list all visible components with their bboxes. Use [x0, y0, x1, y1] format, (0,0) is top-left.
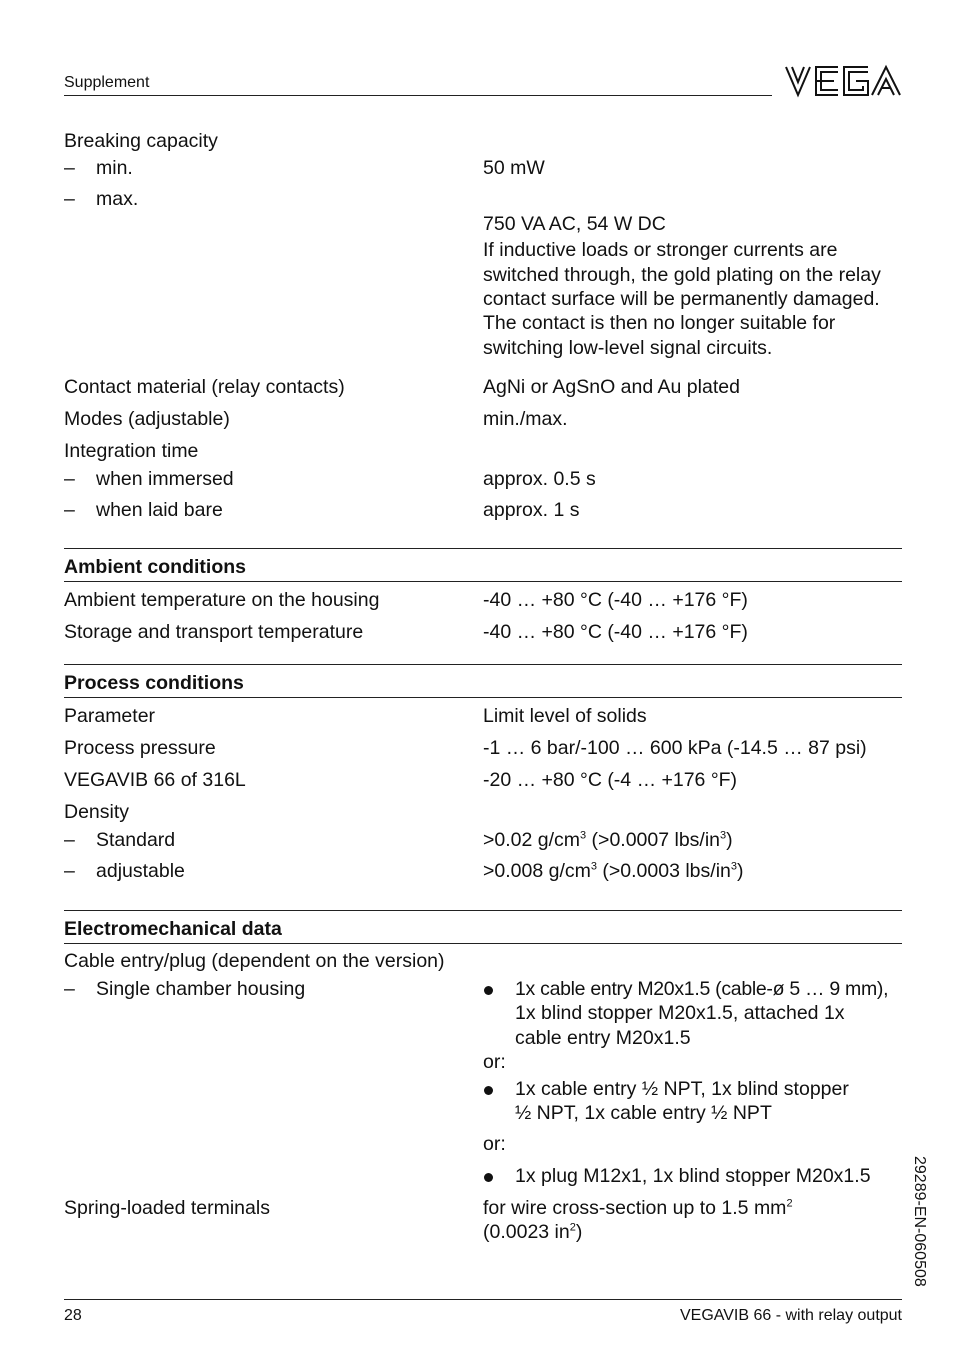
integration-time-label: Integration time: [64, 440, 199, 462]
dash: –: [64, 157, 75, 179]
header-section-label: Supplement: [64, 74, 150, 91]
dash: –: [64, 468, 75, 490]
breaking-note-line: contact surface will be permanently damaged.: [483, 288, 880, 310]
section-rule: [64, 697, 902, 698]
section-rule: [64, 664, 902, 665]
process-parameter-label: Parameter: [64, 705, 156, 727]
modes-value: min./max.: [483, 408, 568, 430]
cable-option-line: 1x plug M12x1, 1x blind stopper M20x1.5: [515, 1165, 871, 1187]
density-standard-value: >0.02 $g/cm^3$ (>0.0007 lbs/$in^3$): [483, 829, 733, 851]
cable-option-line: ½ NPT, 1x cable entry ½ NPT: [515, 1102, 772, 1124]
section-rule: [64, 548, 902, 549]
single-chamber-label: Single chamber housing: [96, 978, 306, 1000]
breaking-min-label: min.: [96, 157, 133, 179]
dash: –: [64, 499, 75, 521]
density-adjustable-value: >0.008 $g/cm^3$ (>0.0003 lbs/$in^3$): [483, 860, 744, 882]
spring-terminals-value-2: (0.0023 $in^2$): [483, 1221, 583, 1243]
page-number: 28: [64, 1307, 82, 1324]
ambient-heading: Ambient conditions: [64, 556, 246, 578]
vega-logo: [784, 64, 902, 98]
breaking-min-value: 50 mW: [483, 157, 545, 179]
electromechanical-heading: Electromechanical data: [64, 918, 282, 940]
or-text: or:: [483, 1051, 506, 1073]
process-pressure-label: Process pressure: [64, 737, 216, 759]
contact-material-value: AgNi or AgSnO and Au plated: [483, 376, 740, 398]
integration-bare-value: approx. 1 s: [483, 499, 580, 521]
or-text: or:: [483, 1133, 506, 1155]
ambient-housing-value: -40 … +80 °C (-40 … +176 °F): [483, 589, 748, 611]
dash: –: [64, 860, 75, 882]
integration-immersed-value: approx. 0.5 s: [483, 468, 596, 490]
breaking-note-line: switching low-level signal circuits.: [483, 337, 773, 359]
header-rule: [64, 95, 772, 96]
breaking-note-line: If inductive loads or stronger currents are: [483, 239, 838, 261]
footer-rule: [64, 1299, 902, 1300]
breaking-max-value: 750 VA AC, 54 W DC: [483, 213, 666, 235]
cable-option-line: cable entry M20x1.5: [515, 1027, 691, 1049]
integration-bare-label: when laid bare: [96, 499, 223, 521]
ambient-housing-label: Ambient temperature on the housing: [64, 589, 380, 611]
ambient-storage-label: Storage and transport temperature: [64, 621, 364, 643]
breaking-max-label: max.: [96, 188, 139, 210]
cable-entry-label: Cable entry/plug (dependent on the version): [64, 950, 445, 972]
dash: –: [64, 188, 75, 210]
section-rule: [64, 910, 902, 911]
ambient-storage-value: -40 … +80 °C (-40 … +176 °F): [483, 621, 748, 643]
bullet-dot: [484, 1173, 493, 1182]
cable-option-line: 1x blind stopper M20x1.5, attached 1x: [515, 1002, 845, 1024]
process-vegavib-label: VEGAVIB 66 of 316L: [64, 769, 246, 791]
document-code: 29289-EN-060508: [911, 1156, 928, 1287]
dash: –: [64, 829, 75, 851]
bullet-dot: [484, 1086, 493, 1095]
process-heading: Process conditions: [64, 672, 244, 694]
process-pressure-value: -1 … 6 bar/-100 … 600 kPa (-14.5 … 87 psi): [483, 737, 867, 759]
process-vegavib-value: -20 … +80 °C (-4 … +176 °F): [483, 769, 738, 791]
section-rule: [64, 943, 902, 944]
breaking-capacity-label: Breaking capacity: [64, 130, 218, 152]
section-rule: [64, 581, 902, 582]
bullet-dot: [484, 986, 493, 995]
cable-option-line: 1x cable entry ½ NPT, 1x blind stopper: [515, 1078, 849, 1100]
dash: –: [64, 978, 75, 1000]
density-standard-label: Standard: [96, 829, 176, 851]
spring-terminals-label: Spring-loaded terminals: [64, 1197, 270, 1219]
document-title: VEGAVIB 66 - with relay output: [679, 1307, 902, 1324]
breaking-note-line: switched through, the gold plating on the relay: [483, 264, 881, 286]
spring-terminals-value: for wire cross-section up to 1.5 $mm^2$: [483, 1197, 793, 1219]
contact-material-label: Contact material (relay contacts): [64, 376, 345, 398]
process-parameter-value: Limit level of solids: [483, 705, 647, 727]
breaking-note-line: The contact is then no longer suitable for: [483, 312, 836, 334]
modes-label: Modes (adjustable): [64, 408, 230, 430]
density-adjustable-label: adjustable: [96, 860, 185, 882]
integration-immersed-label: when immersed: [96, 468, 234, 490]
cable-option-line: 1x cable entry M20x1.5 (cable-ø 5 … 9 mm),: [515, 978, 889, 1000]
density-label: Density: [64, 801, 130, 823]
